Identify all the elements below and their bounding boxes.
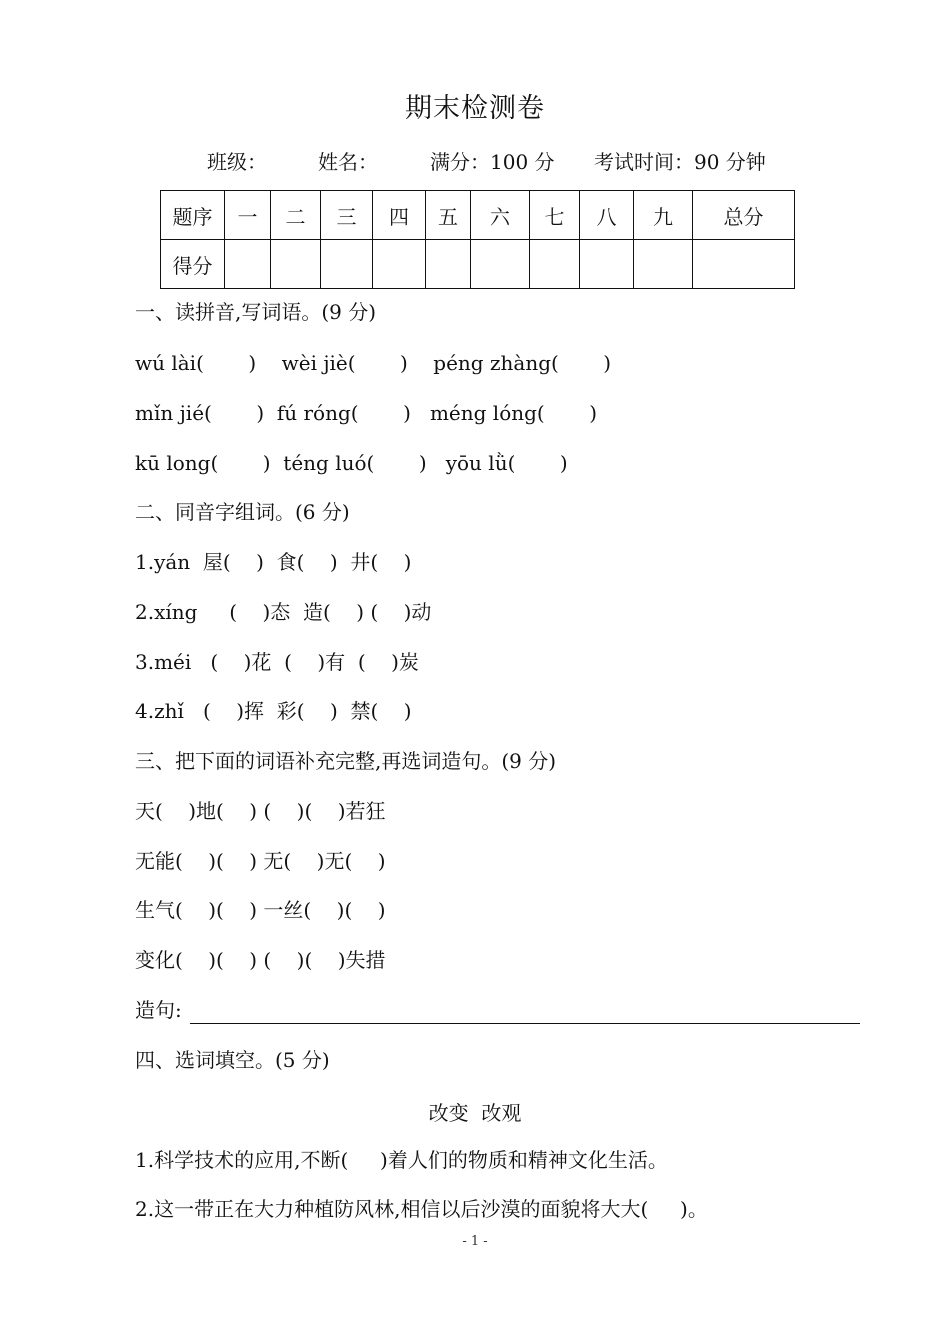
sentence-label: 造句:	[135, 998, 182, 1022]
header-cell: 一	[225, 191, 271, 240]
question-line: kū long( ) téng luó( ) yōu lǜ( )	[135, 451, 568, 475]
word-choices: 改变 改观	[428, 1101, 522, 1125]
question-line: mǐn jié( ) fú róng( ) méng lóng( )	[135, 401, 598, 425]
header-cell: 题序	[161, 191, 225, 240]
question-line: 无能( )( ) 无( )无( )	[135, 849, 386, 873]
question-line: 生气( )( ) 一丝( )( )	[135, 898, 386, 922]
section2-heading: 二、同音字组词。(6 分)	[135, 500, 350, 524]
page-title: 期末检测卷	[405, 93, 545, 124]
header-cell: 五	[426, 191, 471, 240]
question-line: 天( )地( ) ( )( )若狂	[135, 799, 386, 823]
score-cell[interactable]	[693, 240, 795, 289]
score-cell[interactable]	[471, 240, 530, 289]
section1-heading: 一、读拼音,写词语。(9 分)	[135, 300, 377, 324]
score-cell[interactable]	[271, 240, 321, 289]
header-cell: 二	[271, 191, 321, 240]
score-cell[interactable]	[580, 240, 634, 289]
class-label: 班级：	[207, 150, 267, 174]
header-cell: 九	[634, 191, 693, 240]
score-cell[interactable]	[321, 240, 373, 289]
score-table	[160, 190, 795, 289]
question-line: 1.科学技术的应用,不断( )着人们的物质和精神文化生活。	[135, 1148, 668, 1172]
section3-heading: 三、把下面的词语补充完整,再选词造句。(9 分)	[135, 749, 557, 773]
exam-time-label: 考试时间：90 分钟	[594, 150, 766, 174]
score-cell[interactable]	[426, 240, 471, 289]
section4-heading: 四、选词填空。(5 分)	[135, 1048, 330, 1072]
score-table-score-row	[161, 240, 795, 289]
sentence-answer-line[interactable]	[190, 1023, 860, 1024]
question-line: 2.这一带正在大力种植防风林,相信以后沙漠的面貌将大大( )。	[135, 1197, 708, 1221]
page-number: - 1 -	[462, 1234, 488, 1249]
question-line: 4.zhǐ ( )挥 彩( ) 禁( )	[135, 699, 412, 723]
question-line: 1.yán 屋( ) 食( ) 井( )	[135, 550, 412, 574]
header-cell: 总分	[693, 191, 795, 240]
row-label-cell: 得分	[161, 240, 225, 289]
header-cell: 七	[530, 191, 580, 240]
score-cell[interactable]	[225, 240, 271, 289]
score-cell[interactable]	[373, 240, 426, 289]
question-line: 变化( )( ) ( )( )失措	[135, 948, 386, 972]
score-cell[interactable]	[634, 240, 693, 289]
header-cell: 四	[373, 191, 426, 240]
header-cell: 八	[580, 191, 634, 240]
question-line: wú lài( ) wèi jiè( ) péng zhàng( )	[135, 351, 612, 375]
name-label: 姓名：	[318, 150, 378, 174]
score-cell[interactable]	[530, 240, 580, 289]
score-table-header-row	[161, 191, 795, 240]
full-score-label: 满分：100 分	[430, 150, 555, 174]
question-line: 3.méi ( )花 ( )有 ( )炭	[135, 650, 419, 674]
question-line: 2.xíng ( )态 造( ) ( )动	[135, 600, 432, 624]
header-cell: 六	[471, 191, 530, 240]
header-cell: 三	[321, 191, 373, 240]
